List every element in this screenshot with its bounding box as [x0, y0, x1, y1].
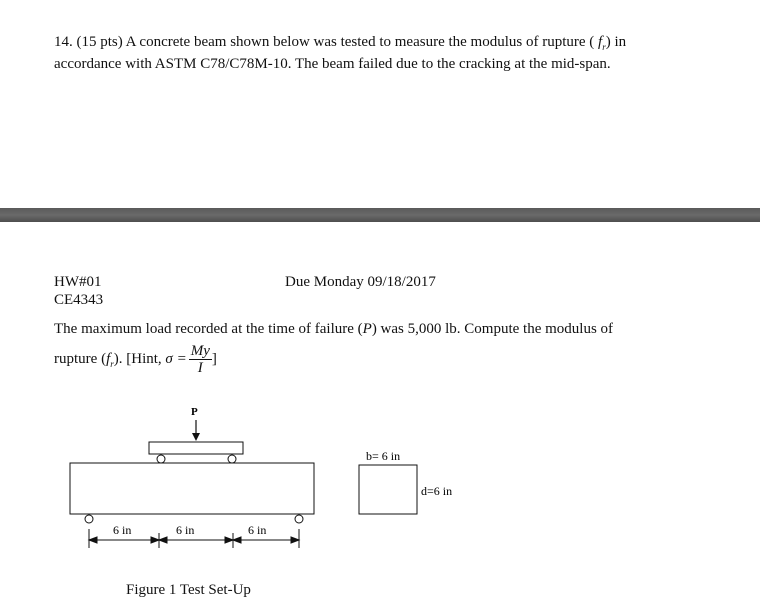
fr-symbol: $f_r$: [106, 351, 114, 369]
span-label-3: 6 in: [248, 523, 267, 537]
fr-symbol: $f_r$: [598, 34, 606, 52]
problem-line-1: The maximum load recorded at the time of failure (P) was 5,000 lb. Compute the modulus of: [54, 321, 614, 337]
section-width-label: b= 6 in: [366, 449, 401, 463]
hint-fraction: $\frac{My}{I}$: [190, 343, 210, 377]
course-code: CE4343: [54, 292, 104, 308]
load-roller-left: [157, 455, 165, 463]
load-label: P: [191, 406, 198, 418]
support-left: [85, 515, 93, 523]
span-label-1: 6 in: [113, 523, 132, 537]
loading-plate: [149, 442, 243, 454]
load-roller-right: [228, 455, 236, 463]
due-date: Due Monday 09/18/2017: [285, 274, 436, 290]
section-depth-label: d=6 in: [421, 484, 453, 498]
support-right: [295, 515, 303, 523]
concrete-beam: [70, 463, 314, 514]
beam-cross-section: [359, 465, 417, 514]
question-line-1: 14. (15 pts) A concrete beam shown below was tested to measure the modulus of rupture ( $f_r$) in: [54, 34, 627, 52]
question-line-2: accordance with ASTM C78/C78M-10. The beam failed due to the cracking at the mid-span.: [54, 56, 611, 72]
span-label-2: 6 in: [176, 523, 195, 537]
figure-caption: Figure 1 Test Set-Up: [126, 582, 251, 598]
sigma-symbol: σ =: [165, 351, 187, 367]
hw-number: HW#01: [54, 274, 102, 290]
load-arrowhead: [192, 433, 200, 441]
problem-line-2: rupture $(f_r)$. [Hint, σ = $\frac{My}{I}$ ]: [54, 343, 217, 377]
